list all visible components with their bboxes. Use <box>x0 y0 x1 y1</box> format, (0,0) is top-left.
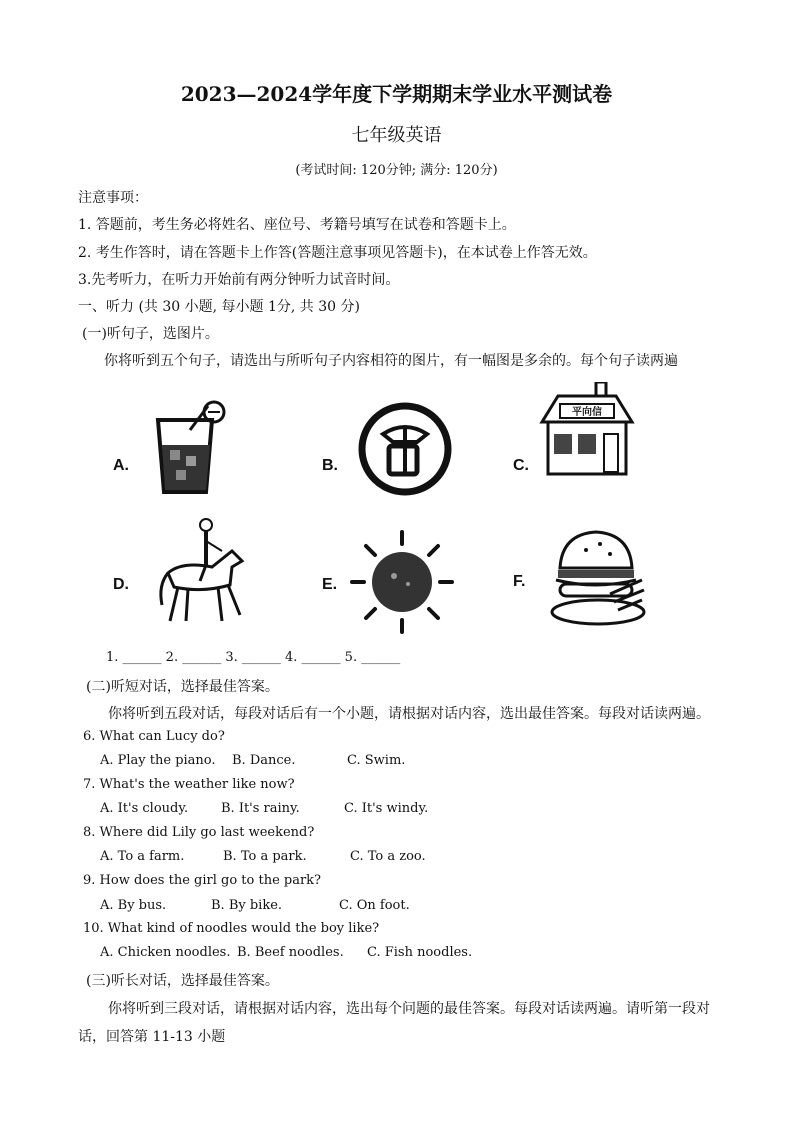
page-subtitle: 七年级英语 <box>351 125 442 146</box>
part1-instruction: 你将听到五个句子，请选出与所听句子内容相符的图片，有一幅图是多余的。每个句子读两遍 <box>104 353 678 369</box>
drink-glass-icon <box>150 400 230 500</box>
q8-option-a: A. To a farm. <box>100 849 185 864</box>
part1-heading: (一)听句子，选图片。 <box>82 326 219 342</box>
store-sign-text: 平向信 <box>572 407 602 418</box>
question-9: 9. How does the girl go to the park? <box>83 873 322 888</box>
note-item-2: 2. 考生作答时，请在答题卡上作答(答题注意事项见答题卡)，在本试卷上作答无效。 <box>78 245 597 261</box>
q8-option-b: B. To a park. <box>223 849 307 864</box>
q6-option-a: A. Play the piano. <box>100 753 216 768</box>
no-noise-sign-icon <box>355 402 455 498</box>
q10-option-c: C. Fish noodles. <box>367 945 473 960</box>
q6-option-c: C. Swim. <box>347 753 406 768</box>
hamburger-icon <box>546 524 648 628</box>
store-icon <box>538 382 636 478</box>
question-7: 7. What's the weather like now? <box>83 777 295 792</box>
part2-instruction: 你将听到五段对话，每段对话后有一个小题，请根据对话内容，选出最佳答案。每段对话读两遍。 <box>108 706 710 722</box>
part3-instruction-line2: 话，回答第 11-13 小题 <box>78 1029 226 1045</box>
question-8: 8. Where did Lily go last weekend? <box>83 825 315 840</box>
part2-heading: (二)听短对话，选择最佳答案。 <box>86 679 279 695</box>
note-item-3: 3.先考听力，在听力开始前有两分钟听力试音时间。 <box>78 272 400 288</box>
answer-blanks: 1. ______ 2. ______ 3. ______ 4. ______ 5. ______ <box>106 650 401 665</box>
section-heading-listening: 一、听力 (共 30 小题, 每小题 1分, 共 30 分) <box>78 299 360 315</box>
picture-letter-d: D. <box>113 576 129 593</box>
question-10: 10. What kind of noodles would the boy like? <box>83 921 380 936</box>
picture-letter-e: E. <box>322 576 338 593</box>
picture-letter-f: F. <box>513 573 526 590</box>
picture-letter-b: B. <box>322 457 338 474</box>
horse-rider-icon <box>152 515 254 627</box>
q10-option-b: B. Beef noodles. <box>237 945 344 960</box>
q7-option-c: C. It's windy. <box>344 801 429 816</box>
q6-option-b: B. Dance. <box>232 753 296 768</box>
note-item-1: 1. 答题前，考生务必将姓名、座位号、考籍号填写在试卷和答题卡上。 <box>78 217 516 233</box>
page-title: 2023—2024学年度下学期期末学业水平测试卷 <box>180 82 613 106</box>
sun-icon <box>348 528 456 636</box>
part3-heading: (三)听长对话，选择最佳答案。 <box>86 973 279 989</box>
question-6: 6. What can Lucy do? <box>83 729 225 744</box>
q8-option-c: C. To a zoo. <box>350 849 426 864</box>
notes-heading: 注意事项： <box>78 190 148 206</box>
q7-option-a: A. It's cloudy. <box>100 801 189 816</box>
q9-option-c: C. On foot. <box>339 898 410 913</box>
q10-option-a: A. Chicken noodles. <box>100 945 231 960</box>
exam-time-note: (考试时间: 120分钟; 满分: 120分) <box>295 163 498 178</box>
q9-option-a: A. By bus. <box>100 898 167 913</box>
q7-option-b: B. It's rainy. <box>221 801 300 816</box>
q9-option-b: B. By bike. <box>211 898 283 913</box>
picture-letter-c: C. <box>513 457 529 474</box>
part3-instruction-line1: 你将听到三段对话，请根据对话内容，选出每个问题的最佳答案。每段对话读两遍。请听第一段对 <box>108 1001 710 1017</box>
picture-letter-a: A. <box>113 457 129 474</box>
